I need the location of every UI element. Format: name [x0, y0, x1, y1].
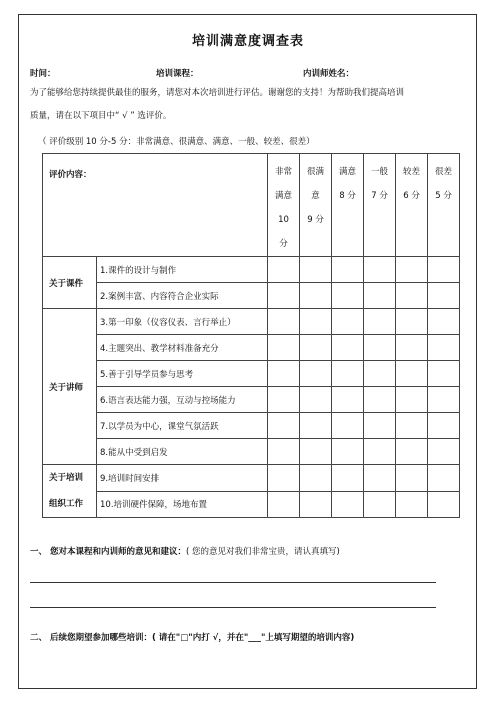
- answer-line-1[interactable]: [30, 582, 436, 583]
- rating-cell[interactable]: [428, 491, 460, 518]
- table-row: [43, 439, 460, 465]
- rating-cell[interactable]: [428, 361, 460, 387]
- level-very-poor: [428, 154, 460, 257]
- rating-cell[interactable]: [364, 465, 396, 492]
- section-2: [30, 631, 354, 643]
- rating-cell[interactable]: [428, 465, 460, 492]
- level-very-satisfied: [268, 154, 300, 257]
- rating-cell[interactable]: [428, 283, 460, 309]
- rating-cell[interactable]: [364, 413, 396, 439]
- level-line: 很满: [307, 167, 325, 177]
- item-label: 8.能从中受到启发: [97, 439, 268, 465]
- level-line: 很差: [435, 167, 453, 177]
- rating-cell[interactable]: [300, 257, 332, 283]
- level-line: 10: [278, 215, 289, 225]
- page-title: 培训满意度调查表: [191, 34, 304, 49]
- item-label: 2.案例丰富、内容符合企业实际: [97, 283, 268, 309]
- rating-cell[interactable]: [364, 309, 396, 335]
- level-line: 6 分: [403, 191, 420, 201]
- group-trainer: 关于讲师: [43, 309, 97, 465]
- section-1: [30, 545, 340, 557]
- group-courseware: 关于课件: [43, 257, 97, 309]
- section-1-note: ( 您的意见对我们非常宝贵，请认真填写): [185, 547, 340, 557]
- level-poor: [396, 154, 428, 257]
- rating-cell[interactable]: [396, 335, 428, 361]
- rating-cell[interactable]: [300, 309, 332, 335]
- rating-scale-note: （ 评价级别 10 分-5 分：非常满意、很满意、满意、一般、较差、很差）: [38, 137, 315, 147]
- item-label: 10.培训硬件保障，场地布置: [97, 491, 268, 518]
- rating-cell[interactable]: [428, 413, 460, 439]
- table-row: [43, 465, 460, 492]
- table-row: [43, 309, 460, 335]
- table-row: [43, 387, 460, 413]
- rating-cell[interactable]: [332, 413, 364, 439]
- table-row: [43, 257, 460, 283]
- rating-cell[interactable]: [332, 465, 364, 492]
- rating-cell[interactable]: [268, 465, 300, 492]
- level-line: 满意: [339, 167, 357, 177]
- level-line: 8 分: [339, 191, 356, 201]
- rating-cell[interactable]: [332, 335, 364, 361]
- rating-cell[interactable]: [428, 335, 460, 361]
- rating-cell[interactable]: [300, 283, 332, 309]
- rating-cell[interactable]: [268, 309, 300, 335]
- item-label: 6.语言表达能力强，互动与控场能力: [97, 387, 268, 413]
- rating-cell[interactable]: [332, 439, 364, 465]
- rating-cell[interactable]: [332, 309, 364, 335]
- item-label: 3.第一印象（仪容仪表、言行举止）: [97, 309, 268, 335]
- level-line: 较差: [403, 167, 421, 177]
- rating-cell[interactable]: [268, 413, 300, 439]
- evaluation-content-header: 评价内容：: [43, 154, 268, 257]
- level-line: 7 分: [371, 191, 388, 201]
- rating-cell[interactable]: [364, 491, 396, 518]
- rating-cell[interactable]: [300, 491, 332, 518]
- rating-cell[interactable]: [268, 361, 300, 387]
- table-row: [43, 491, 460, 518]
- rating-cell[interactable]: [396, 309, 428, 335]
- rating-cell[interactable]: [332, 491, 364, 518]
- rating-cell[interactable]: [268, 491, 300, 518]
- answer-line-2[interactable]: [30, 607, 436, 608]
- rating-cell[interactable]: [268, 335, 300, 361]
- level-line: 9 分: [307, 215, 324, 225]
- rating-cell[interactable]: [428, 257, 460, 283]
- level-line: 意: [311, 191, 320, 201]
- rating-cell[interactable]: [268, 439, 300, 465]
- rating-cell[interactable]: [396, 387, 428, 413]
- table-row: [43, 283, 460, 309]
- rating-cell[interactable]: [268, 283, 300, 309]
- rating-cell[interactable]: [300, 387, 332, 413]
- level-quite-satisfied: [300, 154, 332, 257]
- rating-cell[interactable]: [396, 361, 428, 387]
- rating-cell[interactable]: [300, 439, 332, 465]
- rating-cell[interactable]: [364, 335, 396, 361]
- rating-cell[interactable]: [396, 257, 428, 283]
- rating-cell[interactable]: [332, 257, 364, 283]
- section-1-heading: 一、 您对本课程和内训师的意见和建议：: [30, 547, 186, 557]
- rating-cell[interactable]: [300, 361, 332, 387]
- group-name-line: 关于培训: [49, 473, 84, 483]
- item-label: 1.课件的设计与制作: [97, 257, 268, 283]
- rating-cell[interactable]: [396, 413, 428, 439]
- table-row: [43, 335, 460, 361]
- course-label: 培训课程：: [156, 69, 199, 79]
- level-line: 分: [279, 239, 288, 249]
- rating-cell[interactable]: [332, 283, 364, 309]
- rating-cell[interactable]: [428, 309, 460, 335]
- rating-cell[interactable]: [396, 491, 428, 518]
- rating-cell[interactable]: [396, 283, 428, 309]
- rating-cell[interactable]: [300, 335, 332, 361]
- rating-cell[interactable]: [268, 257, 300, 283]
- level-line: 5 分: [435, 191, 452, 201]
- satisfaction-table: [42, 153, 460, 518]
- rating-cell[interactable]: [364, 257, 396, 283]
- group-name-line: 组织工作: [49, 499, 84, 509]
- level-satisfied: [332, 154, 364, 257]
- rating-cell[interactable]: [268, 387, 300, 413]
- rating-cell[interactable]: [396, 465, 428, 492]
- item-label: 5.善于引导学员参与思考: [97, 361, 268, 387]
- item-label: 7.以学员为中心，课堂气氛活跃: [97, 413, 268, 439]
- section-2-heading: 二、 后续您期望参加哪些培训：( 请在"□"内打 √，并在"___"上填写期望的培训内容): [30, 633, 355, 643]
- rating-cell[interactable]: [396, 439, 428, 465]
- time-label: 时间：: [30, 69, 56, 79]
- level-line: 满意: [275, 191, 293, 201]
- rating-cell[interactable]: [428, 387, 460, 413]
- table-row: [43, 413, 460, 439]
- rating-cell[interactable]: [364, 361, 396, 387]
- item-label: 9.培训时间安排: [97, 465, 268, 492]
- table-row: [43, 361, 460, 387]
- rating-cell[interactable]: [300, 465, 332, 492]
- rating-cell[interactable]: [428, 439, 460, 465]
- rating-cell[interactable]: [364, 283, 396, 309]
- level-average: [364, 154, 396, 257]
- group-training-organization: [43, 465, 97, 518]
- level-line: 一般: [371, 167, 389, 177]
- rating-cell[interactable]: [364, 439, 396, 465]
- rating-cell[interactable]: [332, 387, 364, 413]
- rating-cell[interactable]: [364, 387, 396, 413]
- intro-line-1: 为了能够给您持续提供最佳的服务，请您对本次培训进行评估。谢谢您的支持！为帮助我们提高培训: [30, 88, 405, 98]
- item-label: 4.主题突出、教学材料准备充分: [97, 335, 268, 361]
- trainer-name-label: 内训师姓名：: [303, 69, 355, 79]
- rating-cell[interactable]: [332, 361, 364, 387]
- intro-line-2: 质量，请在以下项目中“ √ ” 选评价。: [30, 111, 172, 121]
- header-row: [43, 154, 460, 257]
- level-line: 非常: [275, 167, 293, 177]
- rating-cell[interactable]: [300, 413, 332, 439]
